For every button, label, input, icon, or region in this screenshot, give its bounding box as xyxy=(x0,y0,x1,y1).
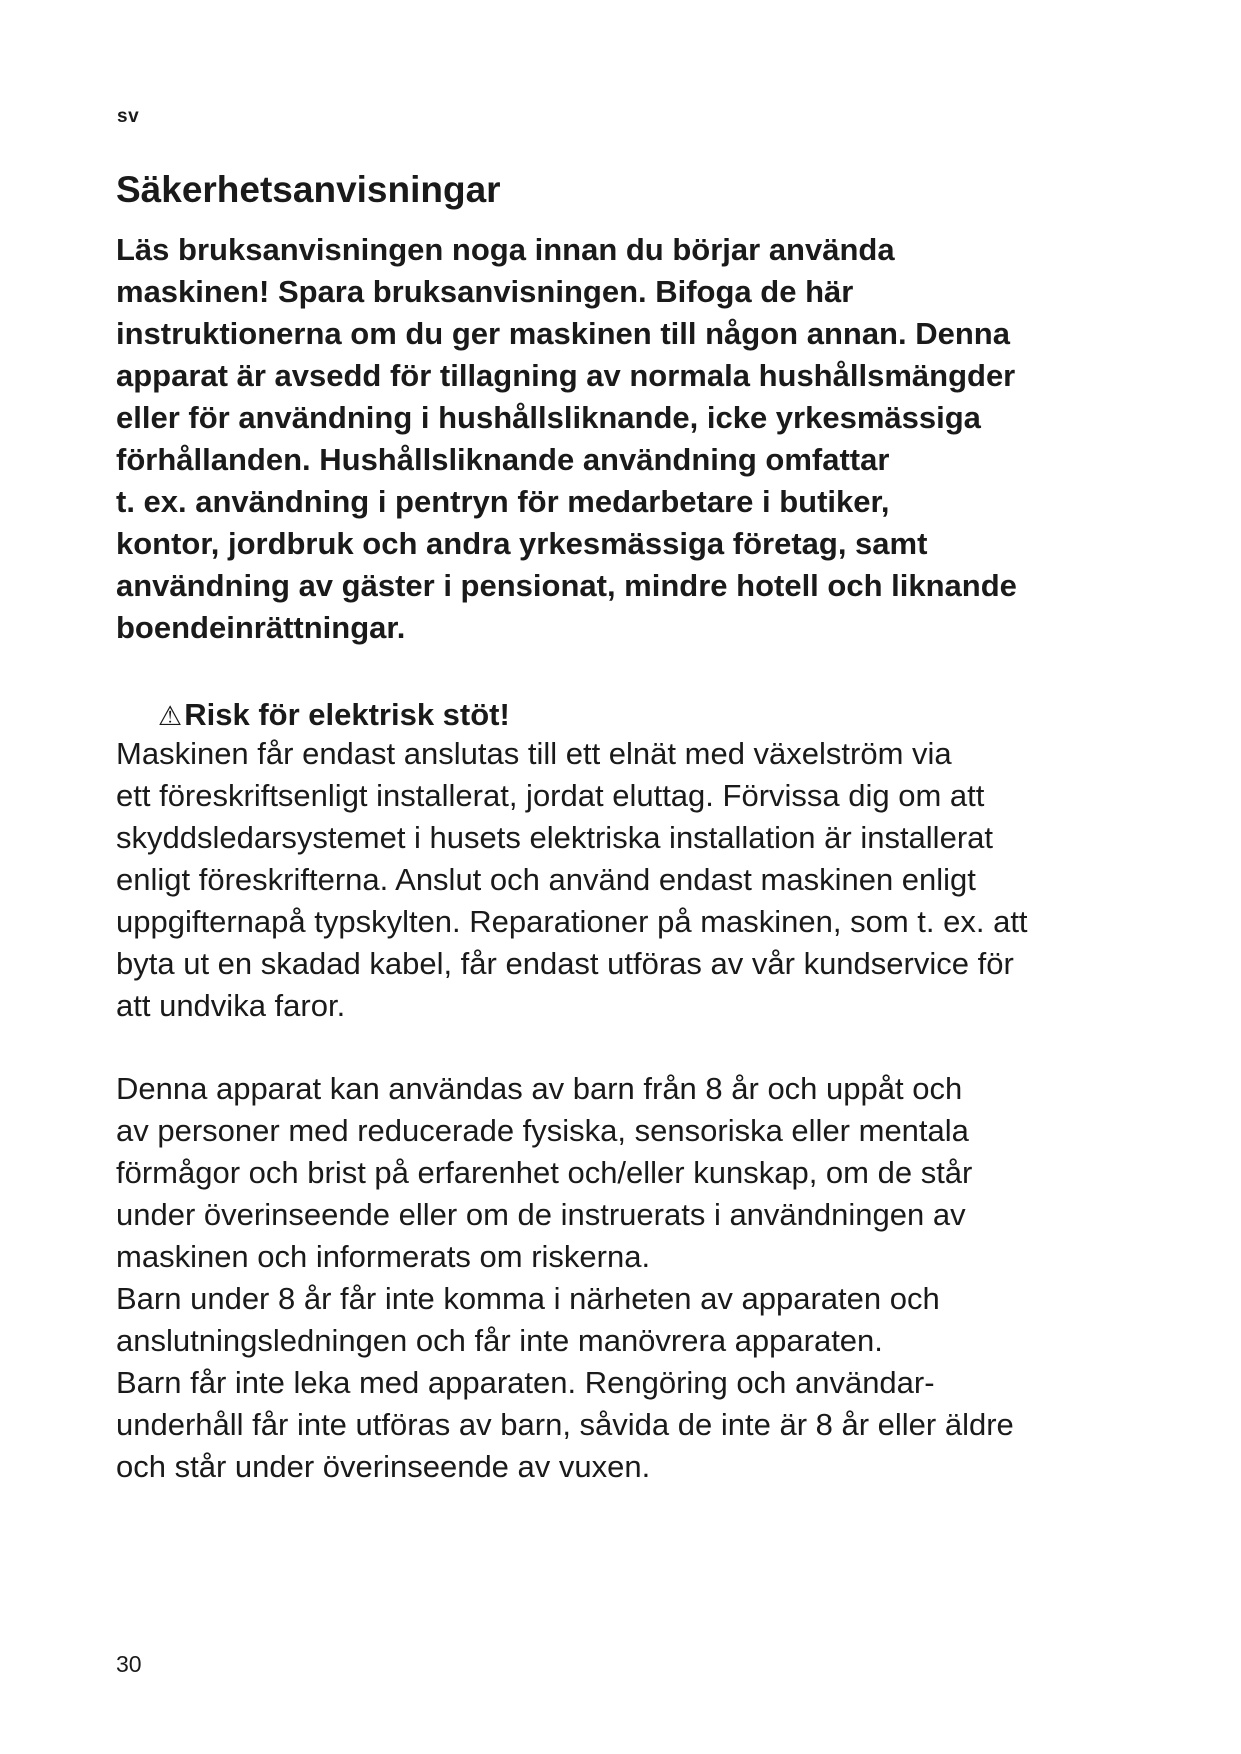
paragraph-line: anslutningsledningen och får inte manövrera apparaten. xyxy=(116,1323,883,1358)
paragraph-line: Denna apparat kan användas av barn från 8 år och uppåt och xyxy=(116,1071,963,1106)
intro-line: förhållanden. Hushållsliknande användning omfattar xyxy=(116,442,890,477)
electric-shock-paragraph xyxy=(116,733,1028,1027)
paragraph-line: Barn får inte leka med apparaten. Rengöring och användar- xyxy=(116,1365,935,1400)
intro-paragraph xyxy=(116,229,1146,649)
paragraph-line: enligt föreskrifterna. Anslut och använd endast maskinen enligt xyxy=(116,862,976,897)
paragraph-line: maskinen och informerats om riskerna. xyxy=(116,1239,651,1274)
intro-line: användning av gäster i pensionat, mindre hotell och liknande xyxy=(116,568,1017,603)
paragraph-line: att undvika faror. xyxy=(116,988,346,1023)
intro-line: eller för användning i hushållsliknande, icke yrkesmässiga xyxy=(116,400,981,435)
children-paragraph xyxy=(116,1068,1014,1488)
paragraph-line: ett föreskriftsenligt installerat, jordat eluttag. Förvissa dig om att xyxy=(116,778,985,813)
page-title: Säkerhetsanvisningar xyxy=(116,169,501,210)
paragraph-line: under överinseende eller om de instruerats i användningen av xyxy=(116,1197,966,1232)
intro-line: instruktionerna om du ger maskinen till någon annan. Denna xyxy=(116,316,1010,351)
paragraph-line: underhåll får inte utföras av barn, såvida de inte är 8 år eller äldre xyxy=(116,1407,1014,1442)
warning-heading-text: Risk för elektrisk stöt! xyxy=(184,697,510,732)
paragraph-line: av personer med reducerade fysiska, sensoriska eller mentala xyxy=(116,1113,969,1148)
intro-line: kontor, jordbruk och andra yrkesmässiga företag, samt xyxy=(116,526,928,561)
paragraph-line: och står under överinseende av vuxen. xyxy=(116,1449,651,1484)
language-code: sv xyxy=(117,106,140,127)
intro-line: maskinen! Spara bruksanvisningen. Bifoga de här xyxy=(116,274,854,309)
intro-line: t. ex. användning i pentryn för medarbetare i butiker, xyxy=(116,484,890,519)
page-number: 30 xyxy=(116,1651,142,1677)
paragraph-line: byta ut en skadad kabel, får endast utföras av vår kundservice för xyxy=(116,946,1014,981)
paragraph-line: skyddsledarsystemet i husets elektriska installation är installerat xyxy=(116,820,993,855)
paragraph-line: uppgifternapå typskylten. Reparationer på maskinen, som t. ex. att xyxy=(116,904,1028,939)
warning-triangle-icon: ⚠ xyxy=(158,701,183,731)
intro-line: apparat är avsedd för tillagning av normala hushållsmängder xyxy=(116,358,1016,393)
paragraph-line: Maskinen får endast anslutas till ett elnät med växelström via xyxy=(116,736,952,771)
intro-line: Läs bruksanvisningen noga innan du börjar använda xyxy=(116,232,895,267)
warning-heading xyxy=(158,694,510,737)
paragraph-line: Barn under 8 år får inte komma i närheten av apparaten och xyxy=(116,1281,940,1316)
intro-line: boendeinrättningar. xyxy=(116,610,406,645)
paragraph-line: förmågor och brist på erfarenhet och/eller kunskap, om de står xyxy=(116,1155,973,1190)
